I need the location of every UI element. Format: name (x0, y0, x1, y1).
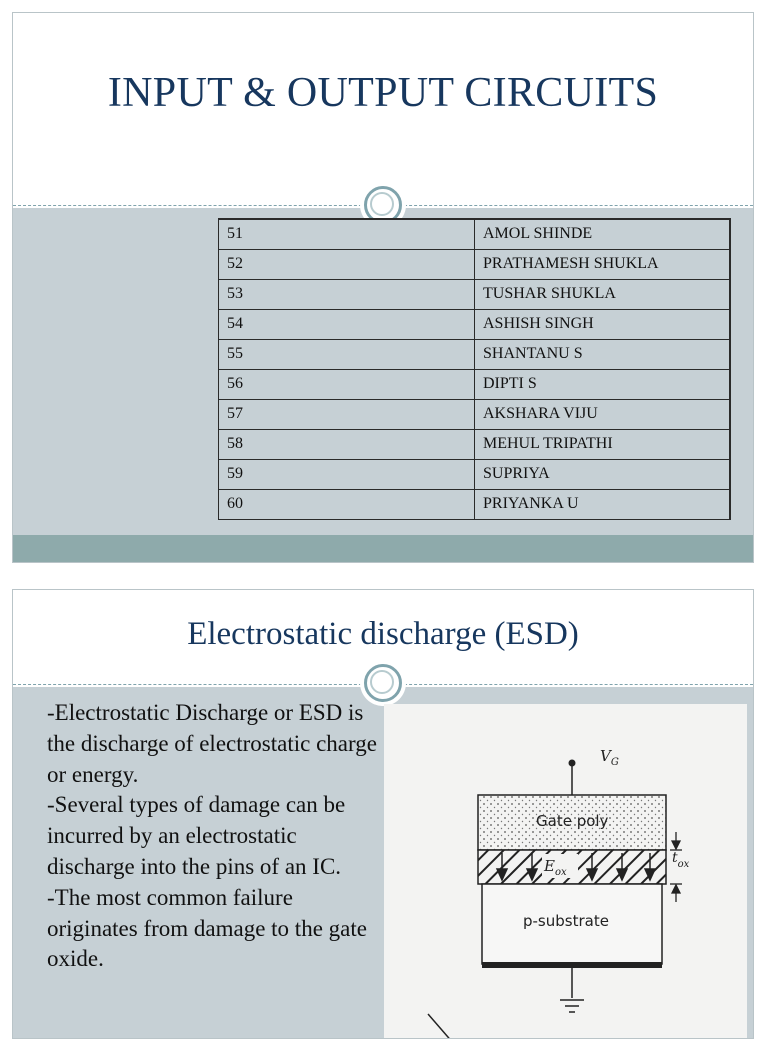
ground-icon (560, 1000, 584, 1012)
student-name: SUPRIYA (475, 459, 731, 489)
slide-input-output (12, 12, 754, 563)
student-name: ASHISH SINGH (475, 309, 731, 339)
table-row (219, 369, 731, 399)
student-name: MEHUL TRIPATHI (475, 429, 731, 459)
student-name: DIPTI S (475, 369, 731, 399)
mos-gate-oxide-figure (384, 704, 747, 1039)
roll-number: 55 (219, 339, 475, 369)
esd-description (47, 698, 377, 975)
gate-poly-label: Gate poly (536, 812, 609, 830)
paragraph: -Electrostatic Discharge or ESD is the discharge of electrostatic charge or energy. (47, 700, 377, 787)
table-row (219, 279, 731, 309)
roll-number: 58 (219, 429, 475, 459)
ring-ornament-icon (364, 664, 402, 702)
slide-title: Electrostatic discharge (ESD) (187, 616, 579, 652)
roll-number: 53 (219, 279, 475, 309)
student-name: PRATHAMESH SHUKLA (475, 249, 731, 279)
student-name: AMOL SHINDE (475, 219, 731, 249)
student-name: SHANTANU S (475, 339, 731, 369)
roll-number: 60 (219, 489, 475, 519)
roster-table (218, 218, 731, 520)
slide-title: INPUT & OUTPUT CIRCUITS (107, 70, 659, 116)
roll-number: 52 (219, 249, 475, 279)
roll-number: 56 (219, 369, 475, 399)
paragraph: -The most common failure originates from damage to the gate oxide. (47, 884, 367, 972)
slide-esd (12, 589, 754, 1039)
tox-label: $t_{ox}$ (672, 850, 690, 870)
gate-terminal-icon (569, 760, 576, 767)
table-row (219, 429, 731, 459)
title-area (13, 13, 753, 206)
p-substrate-label: p-substrate (523, 912, 609, 930)
table-row (219, 489, 731, 519)
roll-number: 54 (219, 309, 475, 339)
footer-bar (13, 535, 753, 562)
roll-number: 57 (219, 399, 475, 429)
table-row (219, 219, 731, 249)
student-name: AKSHARA VIJU (475, 399, 731, 429)
table-row (219, 249, 731, 279)
substrate-contact (482, 962, 662, 968)
mos-structure-diagram (384, 704, 747, 1039)
roll-number: 51 (219, 219, 475, 249)
annotation-stroke (428, 1014, 454, 1039)
table-row (219, 399, 731, 429)
paragraph: -Several types of damage can be incurred by an electrostatic discharge into the pins of an IC. (47, 792, 346, 879)
roll-number: 59 (219, 459, 475, 489)
table-row (219, 459, 731, 489)
table-row (219, 339, 731, 369)
student-name: TUSHAR SHUKLA (475, 279, 731, 309)
eox-label: $E_{ox}$ (544, 857, 567, 878)
table-row (219, 309, 731, 339)
vg-label: $V_G$ (600, 747, 619, 768)
student-name: PRIYANKA U (475, 489, 731, 519)
